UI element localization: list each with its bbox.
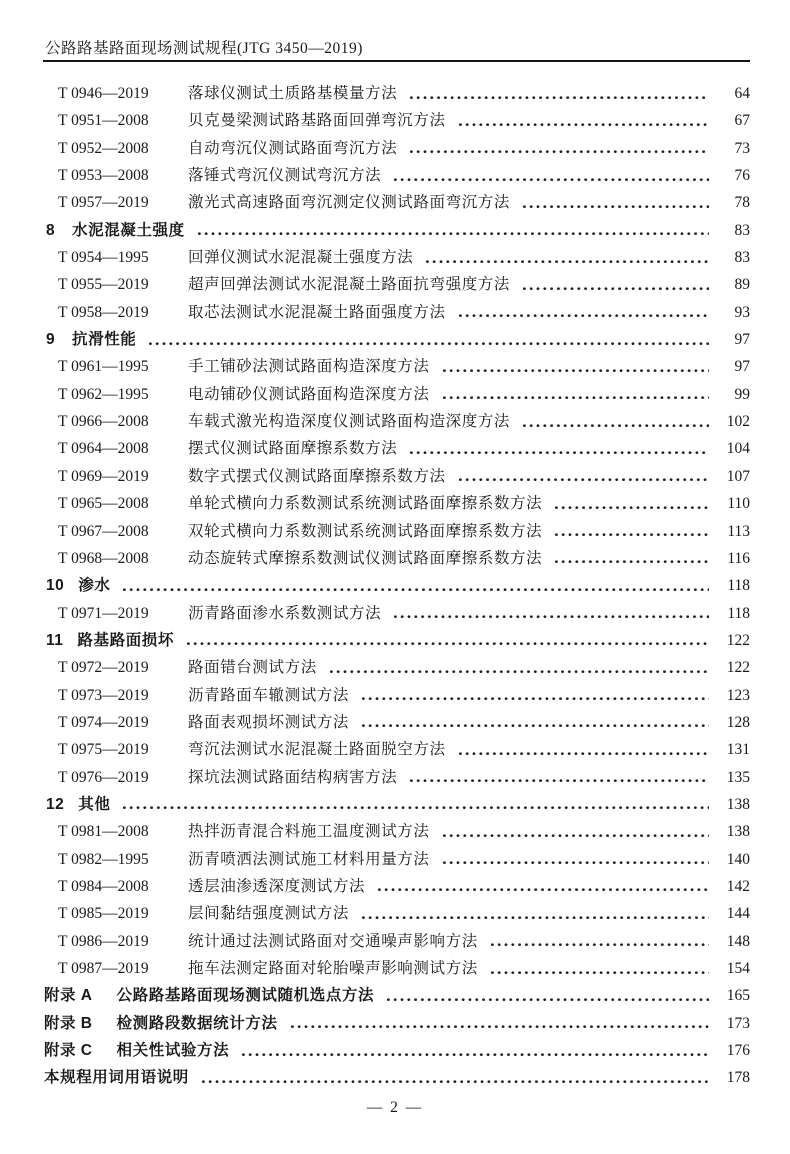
toc-entry-page-number: 89 [734, 276, 750, 294]
dot-leader [439, 353, 709, 380]
toc-entry-page-number: 107 [726, 467, 750, 485]
toc-row-item [44, 545, 750, 572]
toc-section-number: 8 [46, 221, 56, 239]
toc-entry-code: T 0974—2019 [58, 713, 149, 731]
toc-entry-code: T 0976—2019 [58, 768, 149, 786]
toc-entry-page-number: 104 [726, 440, 750, 458]
dot-leader [519, 271, 709, 298]
dot-leader [455, 107, 709, 134]
toc-row-item [44, 299, 750, 326]
toc-entry-title: 双轮式横向力系数测试系统测试路面摩擦系数方法 [188, 522, 543, 540]
toc-entry-page-number: 165 [726, 987, 750, 1005]
toc-entry-title: 探坑法测试路面结构病害方法 [188, 768, 398, 786]
toc-section-number: 12 [46, 795, 65, 813]
toc-row-item [44, 244, 750, 271]
toc-entry-code: T 0969—2019 [58, 467, 149, 485]
toc-entry-title: 超声回弹法测试水泥混凝土路面抗弯强度方法 [188, 276, 511, 294]
toc-row-item [44, 928, 750, 955]
dot-leader [439, 381, 709, 408]
dot-leader [519, 189, 709, 216]
toc-row-plain [44, 1064, 750, 1091]
toc-entry-title: 手工铺砂法测试路面构造深度方法 [188, 358, 430, 376]
toc-entry-page-number: 118 [727, 604, 750, 622]
toc-entry-title: 激光式高速路面弯沉测定仪测试路面弯沉方法 [188, 194, 511, 212]
dot-leader [358, 900, 709, 927]
toc-entry-page-number: 176 [726, 1042, 750, 1060]
toc-entry-title: 数字式摆式仪测试路面摩擦系数方法 [188, 467, 446, 485]
dot-leader [390, 162, 709, 189]
dot-leader [287, 1010, 709, 1037]
toc-entry-title: 自动弯沉仪测试路面弯沉方法 [188, 139, 398, 157]
toc-entry-code: 附录 B [44, 1014, 93, 1032]
toc-row-item [44, 682, 750, 709]
toc-row-item [44, 955, 750, 982]
toc-entry-title: 公路路基路面现场测试随机选点方法 [116, 987, 375, 1005]
toc-entry-code: T 0975—2019 [58, 741, 149, 759]
toc-entry-page-number: 97 [734, 358, 750, 376]
toc-entry-code: T 0985—2019 [58, 905, 149, 923]
toc-entry-title: 沥青喷洒法测试施工材料用量方法 [188, 850, 430, 868]
toc-entry-title: 弯沉法测试水泥混凝土路面脱空方法 [188, 741, 446, 759]
toc-entry-page-number: 76 [734, 167, 750, 185]
toc-entry-title: 摆式仪测试路面摩擦系数方法 [188, 440, 398, 458]
toc-entry-page-number: 123 [726, 686, 750, 704]
toc-entry-page-number: 116 [727, 549, 750, 567]
toc-entry-title: 层间黏结强度测试方法 [188, 905, 350, 923]
toc-row-item [44, 271, 750, 298]
dot-leader [326, 654, 709, 681]
toc-row-item [44, 189, 750, 216]
dot-leader [406, 80, 709, 107]
toc-entry-code: T 0981—2008 [58, 823, 149, 841]
toc-entry-code: T 0955—2019 [58, 276, 149, 294]
dot-leader [455, 463, 709, 490]
toc-entry-code: T 0951—2008 [58, 112, 149, 130]
toc-row-item [44, 463, 750, 490]
toc-row-section [44, 217, 750, 244]
dot-leader [422, 244, 709, 271]
toc-entry-code: T 0982—1995 [58, 850, 149, 868]
toc-entry-code: T 0984—2008 [58, 877, 149, 895]
toc-entry-code: T 0953—2008 [58, 167, 149, 185]
toc-entry-title: 沥青路面车辙测试方法 [188, 686, 350, 704]
toc-entry-code: 附录 A [44, 987, 93, 1005]
toc-row-appendix [44, 982, 750, 1009]
dot-leader [119, 572, 709, 599]
toc-entry-page-number: 138 [726, 795, 750, 813]
toc-entry-code: T 0971—2019 [58, 604, 149, 622]
toc-entry-title: 本规程用词用语说明 [44, 1069, 189, 1087]
toc-entry-title: 回弹仪测试水泥混凝土强度方法 [188, 249, 414, 267]
toc-entry-title: 检测路段数据统计方法 [116, 1014, 278, 1032]
toc-entry-title: 透层油渗透深度测试方法 [188, 877, 366, 895]
toc-entry-code: T 0964—2008 [58, 440, 149, 458]
toc-entry-title: 路面错台测试方法 [188, 659, 317, 677]
toc-entry-page-number: 178 [726, 1069, 750, 1087]
dot-leader [358, 682, 709, 709]
toc-entry-code: T 0967—2008 [58, 522, 149, 540]
toc-entry-page-number: 128 [726, 713, 750, 731]
toc-entry-page-number: 142 [726, 877, 750, 895]
toc-row-item [44, 654, 750, 681]
toc-entry-title: 单轮式横向力系数测试系统测试路面摩擦系数方法 [188, 495, 543, 513]
dot-leader [487, 928, 709, 955]
dot-leader [194, 217, 709, 244]
toc-row-item [44, 736, 750, 763]
toc-entry-title: 抗滑性能 [72, 331, 137, 349]
toc-section-number: 9 [46, 331, 56, 349]
toc-entry-page-number: 99 [734, 385, 750, 403]
dot-leader [551, 518, 709, 545]
toc-row-item [44, 80, 750, 107]
dot-leader [406, 435, 709, 462]
toc-entry-title: 统计通过法测试路面对交通噪声影响方法 [188, 932, 478, 950]
toc-entry-title: 落球仪测试土质路基模量方法 [188, 85, 398, 102]
toc-entry-title: 拖车法测定路面对轮胎噪声影响测试方法 [188, 960, 478, 977]
dot-leader [455, 736, 709, 763]
toc-entry-page-number: 64 [734, 85, 750, 102]
toc-entry-code: T 0965—2008 [58, 495, 149, 513]
dot-leader [439, 846, 709, 873]
toc-entry-page-number: 83 [734, 221, 750, 239]
toc-row-item [44, 764, 750, 791]
toc-entry-page-number: 144 [726, 905, 750, 923]
toc-entry-page-number: 102 [726, 413, 750, 431]
dot-leader [358, 709, 709, 736]
toc-row-item [44, 162, 750, 189]
toc-row-item [44, 846, 750, 873]
toc-entry-code: T 0968—2008 [58, 549, 149, 567]
dot-leader [238, 1037, 709, 1064]
toc-entry-title: 渗水 [78, 577, 111, 595]
toc-entry-page-number: 148 [726, 932, 750, 950]
toc-section-number: 11 [46, 631, 64, 649]
dot-leader [439, 818, 709, 845]
toc-entry-page-number: 113 [727, 522, 750, 540]
toc-row-item [44, 518, 750, 545]
toc-entry-code: T 0966—2008 [58, 413, 149, 431]
toc-entry-title: 其他 [78, 795, 111, 813]
dot-leader [383, 982, 709, 1009]
toc-entry-page-number: 118 [727, 577, 750, 595]
toc-row-item [44, 709, 750, 736]
dot-leader [198, 1064, 709, 1091]
toc-row-section [44, 627, 750, 654]
toc-entry-code: T 0987—2019 [58, 960, 149, 977]
toc-entry-title: 电动铺砂仪测试路面构造深度方法 [188, 385, 430, 403]
toc-entry-page-number: 110 [727, 495, 750, 513]
dot-leader [551, 545, 709, 572]
toc-row-item [44, 107, 750, 134]
toc-entry-page-number: 138 [726, 823, 750, 841]
toc-row-item [44, 600, 750, 627]
toc-entry-title: 动态旋转式摩擦系数测试仪测试路面摩擦系数方法 [188, 549, 543, 567]
toc-entry-page-number: 122 [726, 631, 750, 649]
header-title: 公路路基路面现场测试规程(JTG 3450—2019) [45, 40, 363, 57]
toc-entry-code: T 0958—2019 [58, 303, 149, 321]
toc-entry-page-number: 154 [726, 960, 750, 977]
dot-leader [406, 135, 709, 162]
toc-row-appendix [44, 1037, 750, 1064]
toc-row-section [44, 326, 750, 353]
dot-leader [551, 490, 709, 517]
toc-entry-page-number: 93 [734, 303, 750, 321]
toc-entry-code: T 0954—1995 [58, 249, 149, 267]
dot-leader [119, 791, 709, 818]
toc-entry-code: T 0961—1995 [58, 358, 149, 376]
toc-row-item [44, 353, 750, 380]
toc-entry-code: T 0957—2019 [58, 194, 149, 212]
toc-row-item [44, 490, 750, 517]
header-rule [43, 60, 750, 62]
dot-leader [406, 764, 709, 791]
toc-entry-code: 附录 C [44, 1042, 93, 1060]
toc-row-item [44, 435, 750, 462]
dot-leader [390, 600, 709, 627]
dot-leader [183, 627, 709, 654]
toc-entry-code: T 0952—2008 [58, 139, 149, 157]
toc-row-item [44, 408, 750, 435]
toc-entry-page-number: 122 [726, 659, 750, 677]
toc-entry-code: T 0962—1995 [58, 385, 149, 403]
toc-entry-title: 相关性试验方法 [116, 1042, 230, 1060]
footer-page-number: — 2 — [366, 1099, 424, 1116]
toc-list [44, 80, 750, 1092]
toc-entry-title: 水泥混凝土强度 [72, 221, 185, 239]
toc-entry-code: T 0946—2019 [58, 85, 149, 102]
toc-entry-title: 取芯法测试水泥混凝土路面强度方法 [188, 303, 446, 321]
toc-row-item [44, 381, 750, 408]
toc-row-appendix [44, 1010, 750, 1037]
toc-entry-page-number: 97 [734, 331, 750, 349]
toc-entry-title: 沥青路面渗水系数测试方法 [188, 604, 382, 622]
dot-leader [374, 873, 709, 900]
toc-entry-title: 车载式激光构造深度仪测试路面构造深度方法 [188, 413, 511, 431]
toc-row-item [44, 873, 750, 900]
toc-entry-page-number: 67 [734, 112, 750, 130]
toc-entry-title: 路基路面损坏 [77, 631, 174, 649]
toc-section-number: 10 [46, 577, 65, 595]
toc-entry-page-number: 78 [734, 194, 750, 212]
toc-entry-title: 落锤式弯沉仪测试弯沉方法 [188, 167, 382, 185]
toc-entry-title: 路面表观损坏测试方法 [188, 713, 350, 731]
toc-entry-code: T 0986—2019 [58, 932, 149, 950]
toc-entry-page-number: 131 [726, 741, 750, 759]
toc-row-item [44, 900, 750, 927]
toc-row-section [44, 572, 750, 599]
toc-row-item [44, 818, 750, 845]
toc-entry-page-number: 135 [726, 768, 750, 786]
toc-entry-title: 贝克曼梁测试路基路面回弹弯沉方法 [188, 112, 446, 130]
toc-entry-page-number: 173 [726, 1014, 750, 1032]
toc-row-section [44, 791, 750, 818]
dot-leader [455, 299, 709, 326]
toc-entry-page-number: 140 [726, 850, 750, 868]
dot-leader [519, 408, 709, 435]
toc-entry-page-number: 73 [734, 139, 750, 157]
toc-entry-code: T 0973—2019 [58, 686, 149, 704]
dot-leader [145, 326, 709, 353]
dot-leader [487, 955, 709, 982]
toc-entry-page-number: 83 [734, 249, 750, 267]
toc-entry-code: T 0972—2019 [58, 659, 149, 677]
toc-row-item [44, 135, 750, 162]
toc-entry-title: 热拌沥青混合料施工温度测试方法 [188, 823, 430, 841]
